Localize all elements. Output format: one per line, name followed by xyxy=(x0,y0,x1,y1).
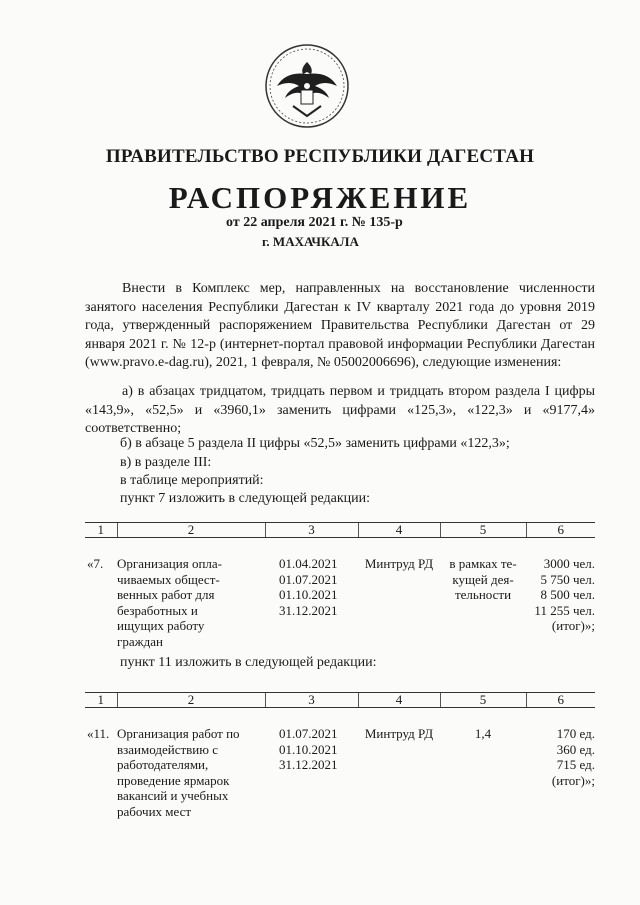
header-cell: 4 xyxy=(358,523,440,538)
city: г. МАХАЧКАЛА xyxy=(262,234,359,249)
funding-amount: 1,4 xyxy=(474,726,492,741)
deadlines: 01.04.2021 01.07.2021 01.10.2021 31.12.2021 xyxy=(279,556,338,618)
table-row xyxy=(85,726,595,819)
point7-intro-line: пункт 7 изложить в следующей редакции: xyxy=(120,491,370,506)
document-type: РАСПОРЯЖЕНИЕ xyxy=(168,180,472,215)
header-cell: 5 xyxy=(440,523,526,538)
header-cell: 1 xyxy=(85,693,117,708)
measure-name: Организация работ по взаимодействию с работодателями, проведение ярмарок вакансий и учебных рабочих мест xyxy=(117,726,240,819)
table-header-row xyxy=(85,693,595,708)
header-cell: 3 xyxy=(265,693,358,708)
executor: Минтруд РД xyxy=(364,726,434,741)
volume: 3000 чел. 5 750 чел. 8 500 чел. 11 255 чел. (итог)»; xyxy=(534,556,595,633)
funding-source: в рамках те- кущей дея- тельности xyxy=(449,556,517,602)
item-v-line: в) в разделе III: xyxy=(120,455,212,470)
row-number: «11. xyxy=(87,726,110,741)
point7-table xyxy=(85,522,595,649)
point11-table xyxy=(85,692,595,819)
table-intro-line: в таблице мероприятий: xyxy=(120,473,264,488)
coat-of-arms-emblem xyxy=(263,42,351,130)
header-cell: 3 xyxy=(265,523,358,538)
intro-paragraph: Внести в Комплекс мер, направленных на восстановление численности занятого населения Республики Дагестан к IV кварталу 2021 года до уровня 2019 года, утвержденный распоряжением Правительства Республики Дагестан от 29 января 2021 г. № 12-р (интернет-портал правовой информации Республики Дагестан (www.pravo.e-dag.ru), 2021, 1 февраля, № 05002006696), следующие изменения: xyxy=(85,281,595,371)
point11-intro-line: пункт 11 изложить в следующей редакции: xyxy=(120,655,377,670)
measure-name: Организация опла- чиваемых общест- венных работ для безработных и ищущих работу граждан xyxy=(117,556,222,649)
item-b-line: б) в абзаце 5 раздела II цифры «52,5» заменить цифрами «122,3»; xyxy=(120,436,510,451)
government-title: ПРАВИТЕЛЬСТВО РЕСПУБЛИКИ ДАГЕСТАН xyxy=(105,146,535,167)
deadlines: 01.07.2021 01.10.2021 31.12.2021 xyxy=(279,726,338,772)
row-number: «7. xyxy=(87,556,104,571)
header-cell: 4 xyxy=(358,693,440,708)
header-cell: 2 xyxy=(117,693,265,708)
executor: Минтруд РД xyxy=(364,556,434,571)
item-a-paragraph: а) в абзацах тридцатом, тридцать первом и тридцать втором раздела I цифры «143,9», «52,5» и «3960,1» заменить цифрами «125,3», «122,3» и «9177,4» соответственно; xyxy=(85,384,595,437)
date-and-number: от 22 апреля 2021 г. № 135-р xyxy=(226,215,403,230)
header-cell: 6 xyxy=(526,523,595,538)
volume: 170 ед. 360 ед. 715 ед. (итог)»; xyxy=(551,726,595,788)
header-cell: 6 xyxy=(526,693,595,708)
header-cell: 2 xyxy=(117,523,265,538)
table-row xyxy=(85,556,595,649)
header-cell: 5 xyxy=(440,693,526,708)
header-cell: 1 xyxy=(85,523,117,538)
table-header-row xyxy=(85,523,595,538)
